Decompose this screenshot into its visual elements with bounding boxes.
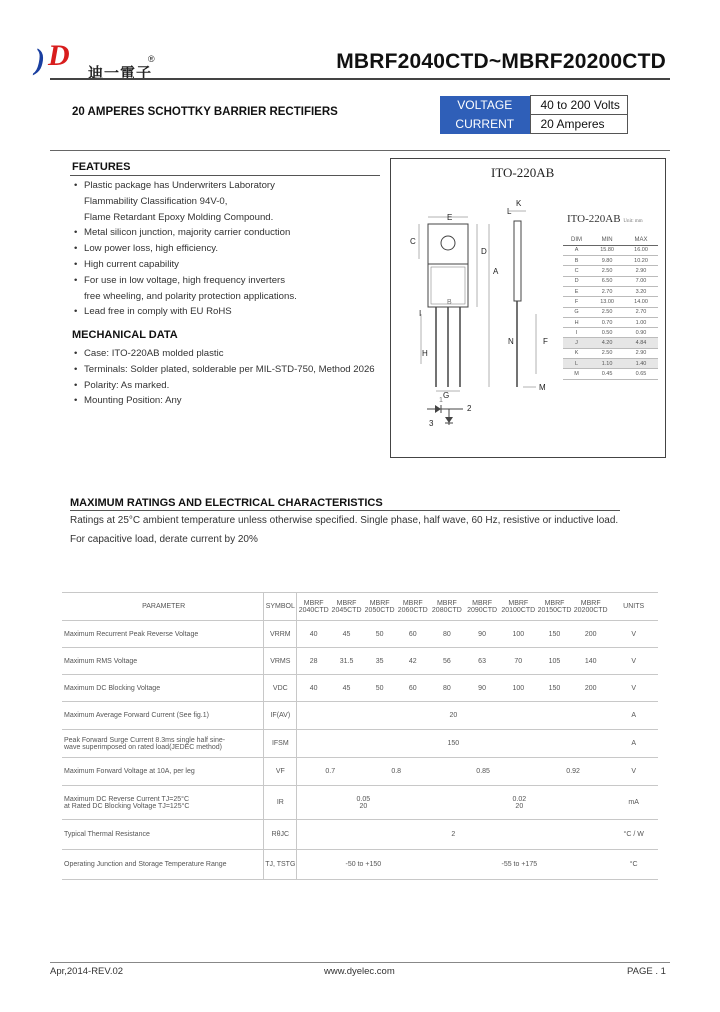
dimension-row: G 2.50 2.70 bbox=[563, 307, 658, 317]
feature-item: • For use in low voltage, high frequency inverters bbox=[74, 274, 286, 286]
ratings-note-1: Ratings at 25°C ambient temperature unless otherwise specified. Single phase, half wave, 60 Hz, resistive or inductive load. bbox=[70, 515, 619, 526]
spec-key: VOLTAGE bbox=[440, 96, 530, 115]
spec-key: CURRENT bbox=[440, 115, 530, 134]
header-divider bbox=[50, 78, 670, 80]
header-parameter: PARAMETER bbox=[62, 593, 264, 621]
label-b: B bbox=[447, 299, 452, 306]
label-m: M bbox=[539, 383, 546, 392]
header-part: MBRF 2060CTD bbox=[396, 593, 429, 621]
mechanical-item: • Case: ITO-220AB molded plastic bbox=[74, 348, 224, 359]
ratings-row: Maximum DC Blocking Voltage VDC 40 45 50 60 80 90 100 150 200 V bbox=[62, 675, 658, 702]
dimension-row: C 2.50 2.90 bbox=[563, 266, 658, 276]
footer-revision: Apr,2014-REV.02 bbox=[50, 966, 124, 977]
feature-item: Flammability Classification 94V-0, bbox=[84, 195, 228, 207]
spec-row-current bbox=[440, 115, 627, 134]
dimension-row: L 1.10 1.40 bbox=[563, 359, 658, 369]
label-e: E bbox=[447, 213, 453, 222]
dimension-row: E 2.70 3.20 bbox=[563, 286, 658, 296]
label-l: L bbox=[507, 207, 512, 216]
feature-item: • Metal silicon junction, majority carrier conduction bbox=[74, 227, 291, 239]
pin-3-label: 3 bbox=[429, 419, 434, 428]
mechanical-title: MECHANICAL DATA bbox=[72, 329, 178, 341]
side-view-body bbox=[514, 221, 521, 301]
ratings-note-2: For capacitive load, derate current by 20% bbox=[70, 534, 258, 545]
company-logo: D ) 迪一電子 ® bbox=[35, 39, 155, 82]
ratings-row-avg-current: Maximum Average Forward Current (See fig.1) IF(AV) 20 A bbox=[62, 702, 658, 730]
features-title: FEATURES bbox=[72, 161, 131, 173]
ratings-row: Maximum RMS Voltage VRMS 28 31.5 35 42 56 63 70 105 140 V bbox=[62, 648, 658, 675]
ratings-row: Maximum Recurrent Peak Reverse Voltage VRRM 40 45 50 60 80 90 100 150 200 V bbox=[62, 621, 658, 648]
logo-chinese-name: 迪一電子 bbox=[88, 65, 153, 82]
dimension-header: DIM MIN MAX bbox=[563, 235, 658, 245]
package-title: ITO-220AB bbox=[491, 165, 555, 180]
mechanical-item: • Polarity: As marked. bbox=[74, 379, 170, 391]
mounting-hole bbox=[441, 236, 455, 250]
feature-item: Flame Retardant Epoxy Molding Compound. bbox=[84, 211, 274, 223]
label-c: C bbox=[410, 237, 416, 246]
dimension-row: M 0.45 0.65 bbox=[563, 369, 658, 379]
logo-letter: D bbox=[48, 39, 70, 72]
header-part: MBRF 20200CTD bbox=[572, 593, 609, 621]
dimension-row: D 6.50 7.00 bbox=[563, 276, 658, 286]
mechanical-item: • Terminals: Solder plated, solderable per MIL-STD-750, Method 2026 bbox=[74, 363, 375, 375]
spec-value: 20 Amperes bbox=[530, 115, 627, 134]
label-f: F bbox=[543, 337, 548, 346]
ratings-divider bbox=[70, 510, 620, 511]
dimension-row: I 0.50 0.90 bbox=[563, 328, 658, 338]
footer-divider bbox=[50, 962, 670, 963]
footer-website: www.dyelec.com bbox=[324, 966, 395, 977]
header-units: UNITS bbox=[609, 593, 658, 621]
header-part: MBRF 2080CTD bbox=[429, 593, 464, 621]
header-part: MBRF 2090CTD bbox=[464, 593, 499, 621]
package-outline-box bbox=[390, 158, 666, 458]
ratings-table bbox=[62, 592, 658, 880]
spec-value: 40 to 200 Volts bbox=[530, 96, 627, 115]
document-subtitle: 20 AMPERES SCHOTTKY BARRIER RECTIFIERS bbox=[72, 106, 338, 118]
ratings-row-surge: Peak Forward Surge Current 8.3ms single half sine- wave superimposed on rated load(JEDEC method) IFSM 150 A bbox=[62, 730, 658, 758]
dimension-row: F 13.00 14.00 bbox=[563, 297, 658, 307]
header-part: MBRF 20100CTD bbox=[500, 593, 537, 621]
dimension-table-title: ITO-220AB Unit: mm bbox=[567, 213, 643, 225]
label-h: H bbox=[422, 349, 428, 358]
pin-2-label: 2 bbox=[467, 404, 472, 413]
document-title: MBRF2040CTD~MBRF20200CTD bbox=[336, 50, 666, 73]
label-i: I bbox=[419, 309, 422, 318]
ratings-row-vf: Maximum Forward Voltage at 10A, per leg VF 0.7 0.8 0.85 0.92 V bbox=[62, 758, 658, 786]
header-part: MBRF 2050CTD bbox=[363, 593, 396, 621]
dimension-row: A 15.80 16.00 bbox=[563, 245, 658, 255]
spec-summary-table bbox=[440, 95, 628, 134]
feature-item: • Low power loss, high efficiency. bbox=[74, 243, 219, 255]
ratings-title: MAXIMUM RATINGS AND ELECTRICAL CHARACTERISTICS bbox=[70, 497, 383, 509]
label-k: K bbox=[516, 199, 522, 208]
feature-item: • High current capability bbox=[74, 258, 179, 270]
mechanical-list bbox=[74, 346, 384, 409]
ratings-row-rth: Typical Thermal Resistance RθJC 2 °C / W bbox=[62, 820, 658, 850]
dimension-row: B 9.80 10.20 bbox=[563, 256, 658, 266]
footer-page: PAGE . 1 bbox=[627, 966, 666, 977]
dimension-row: H 0.70 1.00 bbox=[563, 317, 658, 327]
features-divider bbox=[70, 175, 380, 176]
spec-row-voltage bbox=[440, 96, 627, 115]
header-part: MBRF 2040CTD bbox=[297, 593, 330, 621]
features-list bbox=[74, 178, 384, 320]
mechanical-item: • Mounting Position: Any bbox=[74, 395, 182, 407]
feature-item: • Plastic package has Underwriters Laboratory bbox=[74, 180, 275, 191]
header-part: MBRF 20150CTD bbox=[537, 593, 572, 621]
registered-mark: ® bbox=[148, 54, 155, 64]
dimension-table bbox=[563, 235, 658, 380]
ratings-row-temp: Operating Junction and Storage Temperature Range TJ, TSTG -50 to +150 -55 to +175 °C bbox=[62, 850, 658, 880]
pin-1-label: 1 bbox=[439, 397, 443, 404]
feature-item: • Lead free in comply with EU RoHS bbox=[74, 306, 232, 318]
ratings-row-ir: Maximum DC Reverse Current TJ=25°C at Rated DC Blocking Voltage TJ=125°C IR 0.05 20 0.02 20 mA bbox=[62, 786, 658, 820]
package-tab bbox=[428, 224, 468, 264]
subheader-divider bbox=[50, 150, 670, 151]
label-d: D bbox=[481, 247, 487, 256]
ratings-header-row bbox=[62, 593, 658, 621]
header-symbol: SYMBOL bbox=[264, 593, 297, 621]
dimension-row: K 2.50 2.90 bbox=[563, 348, 658, 358]
dimension-row: J 4.20 4.84 bbox=[563, 338, 658, 348]
label-a: A bbox=[493, 267, 499, 276]
label-g: G bbox=[443, 391, 450, 400]
label-n: N bbox=[508, 337, 514, 346]
feature-item: free wheeling, and polarity protection applications. bbox=[84, 290, 297, 302]
header-part: MBRF 2045CTD bbox=[330, 593, 363, 621]
